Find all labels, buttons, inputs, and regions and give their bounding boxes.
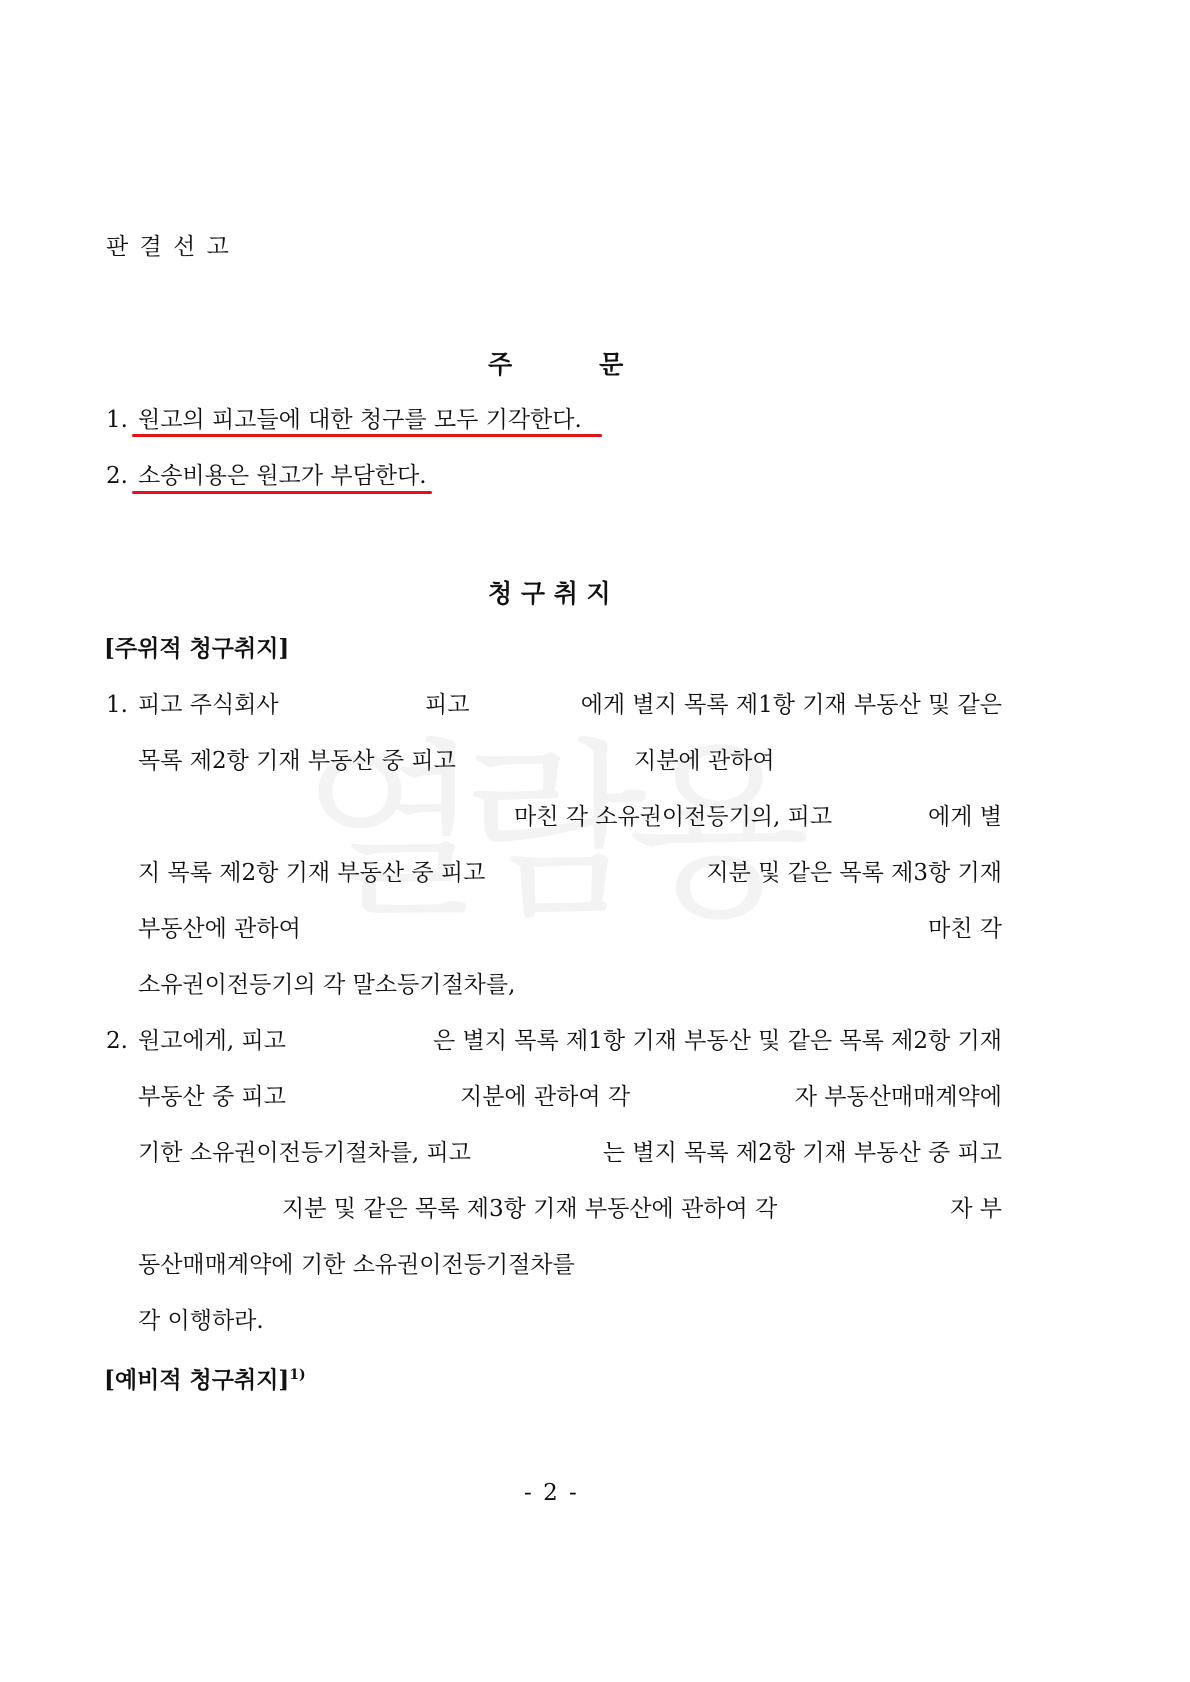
primary-claim-heading: [주위적 청구취지] [104,635,290,662]
claim-item-2-line-3a: 기한 소유권이전등기절차를, 피고 [138,1140,471,1166]
claim-item-1-line-4a: 지 목록 제2항 기재 부동산 중 피고 [138,860,486,886]
order-item-2-underline [132,491,432,494]
claim-item-2-line-1b: 은 별지 목록 제1항 기재 부동산 및 같은 목록 제2항 기재 [433,1028,1002,1054]
claim-item-1-line-2a: 목록 제2항 기재 부동산 중 피고 [138,748,456,774]
claim-purpose-title: 청 구 취 지 [488,579,611,608]
claim-item-1-line-6: 소유권이전등기의 각 말소등기절차를, [138,972,516,998]
claim-item-1-number: 1. [106,692,128,718]
claim-item-2-line-2c: 자 부동산매매계약에 [794,1084,1002,1110]
claim-item-1-line-4b: 지분 및 같은 목록 제3항 기재 [706,860,1002,886]
claim-item-1-line-1b: 피고 [425,692,470,718]
claim-item-1-line-3a: 마친 각 소유권이전등기의, 피고 [514,804,833,830]
claim-item-2-line-2a: 부동산 중 피고 [138,1084,286,1110]
claim-item-2-number: 2. [106,1028,128,1054]
claim-item-1-line-1a: 피고 주식회사 [138,692,279,718]
secondary-claim-heading-text: [예비적 청구취지] [104,1366,290,1394]
order-item-1-underline [132,434,602,437]
claim-item-1-line-5a: 부동산에 관하여 [138,916,301,942]
main-order-title: 주 문 [488,350,624,379]
verdict-heading: 판 결 선 고 [106,234,231,260]
secondary-claim-heading [104,1360,306,1396]
claim-item-2-line-3b: 는 별지 목록 제2항 기재 부동산 중 피고 [602,1140,1002,1166]
claim-item-2-line-5: 동산매매계약에 기한 소유권이전등기절차를 [138,1252,575,1278]
claim-item-1-line-5b: 마친 각 [928,916,1002,942]
claim-item-2-line-2b: 지분에 관하여 각 [460,1084,631,1110]
order-item-1-number: 1. [106,407,128,433]
claim-item-2-line-1a: 원고에게, 피고 [138,1028,286,1054]
claim-item-2-line-6: 각 이행하라. [138,1308,264,1334]
claim-item-2-line-4b: 자 부 [950,1196,1002,1222]
page-number: - 2 - [524,1480,579,1506]
claim-item-1-line-2b: 지분에 관하여 [634,748,775,774]
order-item-2-text: 소송비용은 원고가 부담한다. [138,463,427,489]
footnote-marker: 1) [289,1367,306,1383]
claim-item-1-line-1c: 에게 별지 목록 제1항 기재 부동산 및 같은 [580,692,1002,718]
order-item-1-text: 원고의 피고들에 대한 청구를 모두 기각한다. [138,407,582,433]
claim-item-1-line-3b: 에게 별 [928,804,1002,830]
claim-item-2-line-4a: 지분 및 같은 목록 제3항 기재 부동산에 관하여 각 [282,1196,778,1222]
order-item-2-number: 2. [106,463,128,489]
